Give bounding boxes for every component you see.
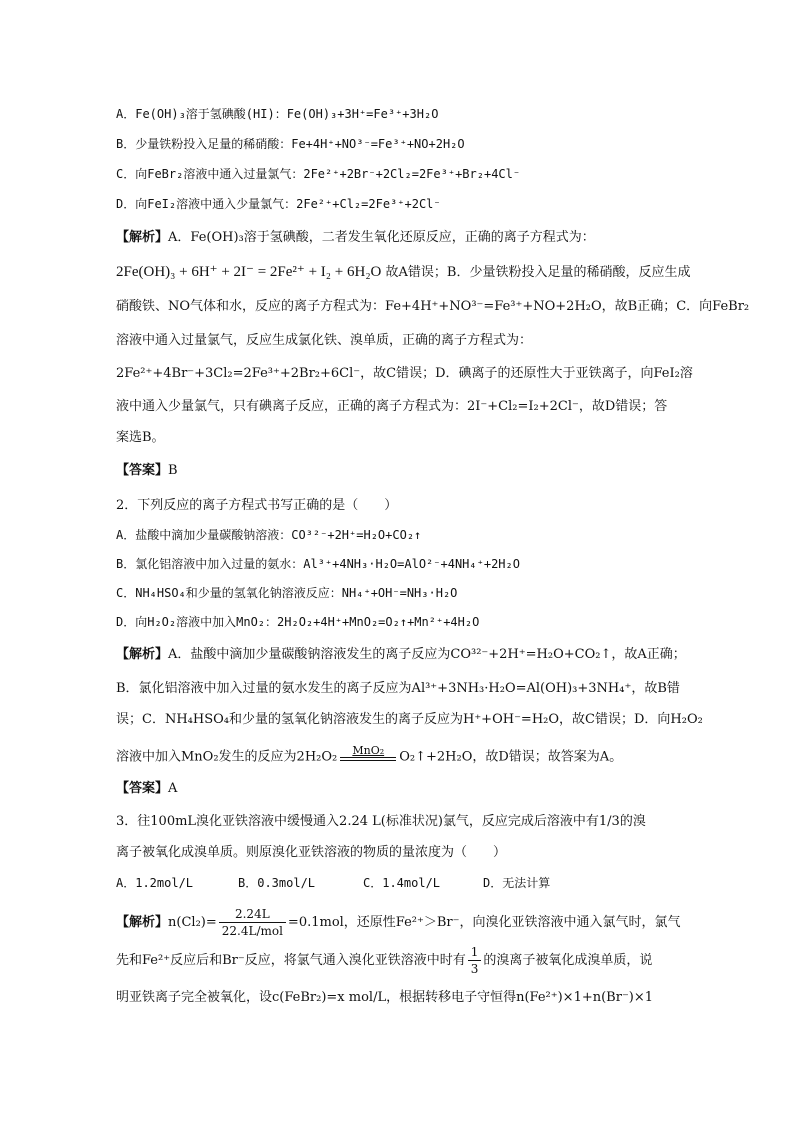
analysis-text: =0.1mol，还原性Fe²⁺＞Br⁻，向溴化亚铁溶液中通入氯气时，氯气: [287, 915, 681, 930]
q3-option-b: B．0.3mol/L: [238, 876, 316, 890]
q3-analysis-line-3: 明亚铁离子完全被氧化，设c(FeBr₂)=x mol/L，根据转移电子守恒得n(Fe²⁺)×1+n(Br⁻)×1: [116, 990, 654, 1005]
answer-tag: 【答案】: [116, 781, 169, 796]
fraction-denominator: 22.4L/mol: [221, 924, 283, 938]
q3-option-a: A．1.2mol/L: [116, 876, 194, 890]
answer-value: B: [168, 463, 178, 478]
analysis-tag: 【解析】: [116, 915, 169, 930]
fraction-numerator: 1: [468, 944, 482, 961]
analysis-text: O₂↑+2H₂O，故D错误；故答案为A。: [399, 749, 623, 765]
analysis-tag: 【解析】: [116, 647, 169, 662]
q2-analysis-line-3: 误；C．NH₄HSO₄和少量的氢氧化钠溶液发生的离子反应为H⁺+OH⁻=H₂O，故C错误；D．向H₂O₂: [116, 712, 703, 727]
analysis-tag: 【解析】: [116, 230, 169, 245]
q3-options: [116, 873, 686, 893]
q3-analysis-line-1: [116, 906, 686, 940]
q2-analysis-line-2: B．氯化铝溶液中加入过量的氨水发生的离子反应为Al³⁺+3NH₃·H₂O=Al(OH)₃+3NH₄⁺，故B错: [116, 681, 680, 696]
q1-analysis-line-6: 液中通入少量氯气，只有碘离子反应，正确的离子方程式为：2I⁻+Cl₂=I₂+2Cl⁻，故D错误；答: [116, 399, 668, 414]
q3-option-d: D．无法计算: [483, 876, 551, 890]
catalyst-arrow: [340, 745, 396, 769]
fraction-one-third: [468, 944, 482, 977]
q2-option-a: A．盐酸中滴加少量碳酸钠溶液：CO³²⁻+2H⁺=H₂O+CO₂↑: [116, 528, 422, 542]
q1-option-a: A．Fe(OH)₃溶于氢碘酸(HI)：Fe(OH)₃+3H⁺=Fe³⁺+3H₂O: [116, 107, 439, 121]
q1-answer: [116, 461, 686, 481]
fraction-denominator: 3: [470, 962, 479, 976]
analysis-text: n(Cl₂)=: [168, 915, 217, 930]
q1-option-b: B．少量铁粉投入足量的稀硝酸：Fe+4H⁺+NO³⁻=Fe³⁺+NO+2H₂O: [116, 137, 465, 151]
q2-stem: 2．下列反应的离子方程式书写正确的是（ ）: [116, 498, 398, 513]
analysis-text: 的溴离子被氧化成溴单质，说: [483, 953, 653, 968]
q2-answer: [116, 779, 686, 799]
q1-analysis-line-1: [116, 228, 686, 248]
q2-option-c: C．NH₄HSO₄和少量的氢氧化钠溶液反应：NH₄⁺+OH⁻=NH₃·H₂O: [116, 586, 458, 600]
q1-analysis-line-4: 溶液中通入过量氯气，反应生成氯化铁、溴单质，正确的离子方程式为：: [116, 333, 533, 348]
q1-analysis-line-5: 2Fe²⁺+4Br⁻+3Cl₂=2Fe³⁺+2Br₂+6Cl⁻，故C错误；D．碘离子的还原性大于亚铁离子，向FeI₂溶: [116, 366, 693, 381]
q2-analysis-line-1: [116, 645, 686, 665]
q1-analysis-line-7: 案选B。: [116, 430, 165, 445]
q3-stem-line-2: 离子被氧化成溴单质。则原溴化亚铁溶液的物质的量浓度为（ ）: [116, 845, 507, 860]
q3-option-c: C．1.4mol/L: [363, 876, 441, 890]
analysis-text: 先和Fe²⁺反应后和Br⁻反应，将氯气通入溴化亚铁溶液中时有: [116, 953, 466, 968]
analysis-text: A．Fe(OH)₃溶于氢碘酸，二者发生氧化还原反应，正确的离子方程式为：: [168, 230, 595, 245]
q2-option-b: B．氯化铝溶液中加入过量的氨水：Al³⁺+4NH₃·H₂O=AlO²⁻+4NH₄⁺+2H₂O: [116, 557, 520, 571]
q2-analysis-line-4: [116, 745, 686, 769]
q2-option-d: D．向H₂O₂溶液中加入MnO₂：2H₂O₂+4H⁺+MnO₂=O₂↑+Mn²⁺+4H₂O: [116, 615, 480, 629]
q3-stem-line-1: 3．往100mL溴化亚铁溶液中缓慢通入2.24 L(标准状况)氯气，反应完成后溶液中有1/3的溴: [116, 814, 646, 829]
fraction-moles: [219, 906, 286, 939]
analysis-text: 溶液中加入MnO₂发生的反应为2H₂O₂: [116, 749, 338, 765]
analysis-text: A．盐酸中滴加少量碳酸钠溶液发生的离子反应为CO³²⁻+2H⁺=H₂O+CO₂↑，故A正确；: [168, 647, 686, 662]
q1-analysis-line-3: 硝酸铁、NO气体和水，反应的离子方程式为：Fe+4H⁺+NO³⁻=Fe³⁺+NO+2H₂O，故B正确；C．向FeBr₂: [116, 299, 750, 314]
q1-option-c: C．向FeBr₂溶液中通入过量氯气：2Fe²⁺+2Br⁻+2Cl₂=2Fe³⁺+Br₂+4Cl⁻: [116, 167, 521, 181]
equation: 2Fe(OH)₃ + 6H⁺ + 2I⁻ = 2Fe²⁺ + I₂ + 6H₂O: [116, 264, 382, 280]
fraction-numerator: 2.24L: [219, 906, 286, 923]
q1-analysis-line-2: [116, 262, 691, 283]
q3-analysis-line-2: [116, 944, 686, 978]
analysis-text: 故A错误；B．少量铁粉投入足量的稀硝酸，反应生成: [385, 265, 691, 280]
catalyst-label: MnO₂: [352, 744, 385, 757]
q1-option-d: D．向FeI₂溶液中通入少量氯气：2Fe²⁺+Cl₂=2Fe³⁺+2Cl⁻: [116, 197, 441, 211]
answer-value: A: [168, 781, 178, 796]
answer-tag: 【答案】: [116, 463, 169, 478]
